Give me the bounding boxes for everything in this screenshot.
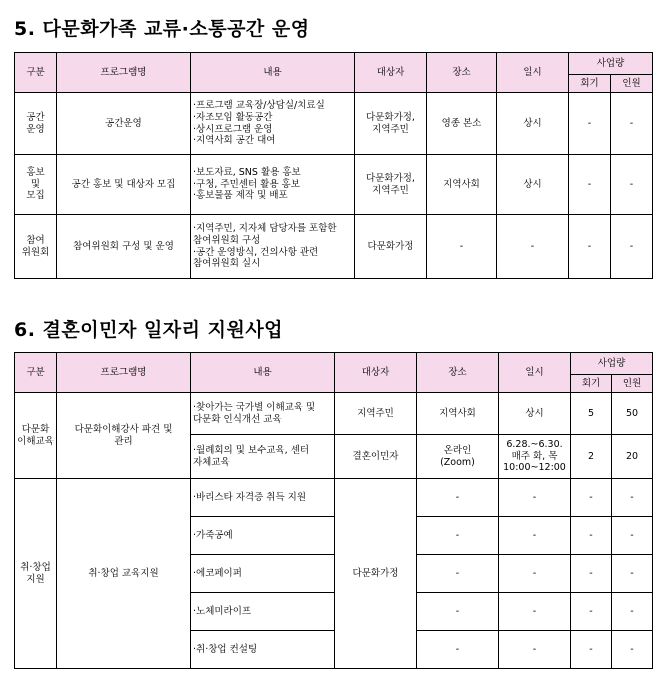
cell-place: 온라인 (Zoom) <box>417 435 499 479</box>
section-6-heading: 6. 결혼이민자 일자리 지원사업 <box>14 319 284 341</box>
cell-target: 다문화가정, 지역주민 <box>355 93 427 155</box>
cell-target: 다문화가정, 지역주민 <box>355 155 427 215</box>
cell-program: 다문화이해강사 파견 및 관리 <box>57 393 191 479</box>
cell-category: 취·창업 지원 <box>15 479 57 669</box>
header-content: 내용 <box>191 53 355 93</box>
cell-date: - <box>499 555 571 593</box>
header-people: 인원 <box>612 375 653 393</box>
cell-people: 20 <box>612 435 653 479</box>
cell-place: - <box>417 593 499 631</box>
table-row <box>15 393 653 435</box>
cell-date: - <box>499 479 571 517</box>
cell-place: 지역사회 <box>417 393 499 435</box>
cell-people: - <box>611 155 653 215</box>
header-category: 구분 <box>15 53 57 93</box>
cell-place: - <box>417 631 499 669</box>
cell-date: - <box>499 631 571 669</box>
cell-target: 다문화가정 <box>335 479 417 669</box>
cell-content: ·월례회의 및 보수교육, 센터 자체교육 <box>191 435 335 479</box>
table-row <box>15 155 653 215</box>
cell-sessions: - <box>571 593 612 631</box>
cell-people: - <box>612 555 653 593</box>
header-target: 대상자 <box>355 53 427 93</box>
cell-content: ·지역주민, 지자체 담당자를 포함한 참여위원회 구성 ·공간 운영방식, 건의사항 관련 참여위원회 실시 <box>191 215 355 279</box>
cell-content: ·바리스타 자격증 취득 지원 <box>191 479 335 517</box>
header-place: 장소 <box>427 53 497 93</box>
cell-content: ·보도자료, SNS 활용 홍보 ·구청, 주민센터 활용 홍보 ·홍보물품 제작 및 배포 <box>191 155 355 215</box>
cell-content: ·찾아가는 국가별 이해교육 및 다문화 인식개선 교육 <box>191 393 335 435</box>
cell-program: 참여위원회 구성 및 운영 <box>57 215 191 279</box>
cell-sessions: - <box>569 155 611 215</box>
header-program: 프로그램명 <box>57 53 191 93</box>
cell-place: - <box>417 479 499 517</box>
cell-sessions: - <box>571 517 612 555</box>
cell-category: 참여 위원회 <box>15 215 57 279</box>
cell-category: 홍보 및 모집 <box>15 155 57 215</box>
cell-sessions: - <box>571 631 612 669</box>
cell-sessions: - <box>569 215 611 279</box>
cell-sessions: - <box>571 479 612 517</box>
cell-target: 다문화가정 <box>355 215 427 279</box>
header-scale: 사업량 <box>571 353 653 375</box>
cell-program: 공간운영 <box>57 93 191 155</box>
cell-sessions: 5 <box>571 393 612 435</box>
cell-people: 50 <box>612 393 653 435</box>
header-place: 장소 <box>417 353 499 393</box>
cell-content: ·프로그램 교육장/상담실/치료실 ·자조모임 활동공간 ·상시프로그램 운영 ·지역사회 공간 대여 <box>191 93 355 155</box>
cell-category: 다문화 이해교육 <box>15 393 57 479</box>
cell-place: - <box>427 215 497 279</box>
cell-date: - <box>497 215 569 279</box>
header-date: 일시 <box>497 53 569 93</box>
cell-place: - <box>417 555 499 593</box>
header-sessions: 회기 <box>569 75 611 93</box>
cell-people: - <box>612 593 653 631</box>
header-sessions: 회기 <box>571 375 612 393</box>
cell-date: - <box>499 517 571 555</box>
cell-people: - <box>612 631 653 669</box>
cell-date: - <box>499 593 571 631</box>
cell-people: - <box>611 93 653 155</box>
cell-program: 취·창업 교육지원 <box>57 479 191 669</box>
cell-date: 상시 <box>497 155 569 215</box>
employment-support-table <box>14 352 653 669</box>
cell-date: 상시 <box>499 393 571 435</box>
cell-program: 공간 홍보 및 대상자 모집 <box>57 155 191 215</box>
cell-people: - <box>612 479 653 517</box>
cell-date: 6.28.~6.30. 매주 화, 목 10:00~12:00 <box>499 435 571 479</box>
section-5-heading: 5. 다문화가족 교류·소통공간 운영 <box>14 18 310 40</box>
cell-content: ·노체미라이프 <box>191 593 335 631</box>
table-row <box>15 93 653 155</box>
header-content: 내용 <box>191 353 335 393</box>
header-target: 대상자 <box>335 353 417 393</box>
header-category: 구분 <box>15 353 57 393</box>
cell-target: 결혼이민자 <box>335 435 417 479</box>
cell-sessions: - <box>571 555 612 593</box>
cell-category: 공간 운영 <box>15 93 57 155</box>
cell-sessions: - <box>569 93 611 155</box>
cell-date: 상시 <box>497 93 569 155</box>
cell-people: - <box>612 517 653 555</box>
space-operation-table <box>14 52 653 279</box>
cell-place: - <box>417 517 499 555</box>
cell-target: 지역주민 <box>335 393 417 435</box>
cell-people: - <box>611 215 653 279</box>
header-people: 인원 <box>611 75 653 93</box>
cell-content: ·취·창업 컨설팅 <box>191 631 335 669</box>
cell-place: 지역사회 <box>427 155 497 215</box>
table-row <box>15 215 653 279</box>
cell-sessions: 2 <box>571 435 612 479</box>
cell-place: 영종 본소 <box>427 93 497 155</box>
cell-content: ·가죽공예 <box>191 517 335 555</box>
cell-content: ·에코페이퍼 <box>191 555 335 593</box>
table-row <box>15 479 653 517</box>
header-date: 일시 <box>499 353 571 393</box>
header-program: 프로그램명 <box>57 353 191 393</box>
header-scale: 사업량 <box>569 53 653 75</box>
